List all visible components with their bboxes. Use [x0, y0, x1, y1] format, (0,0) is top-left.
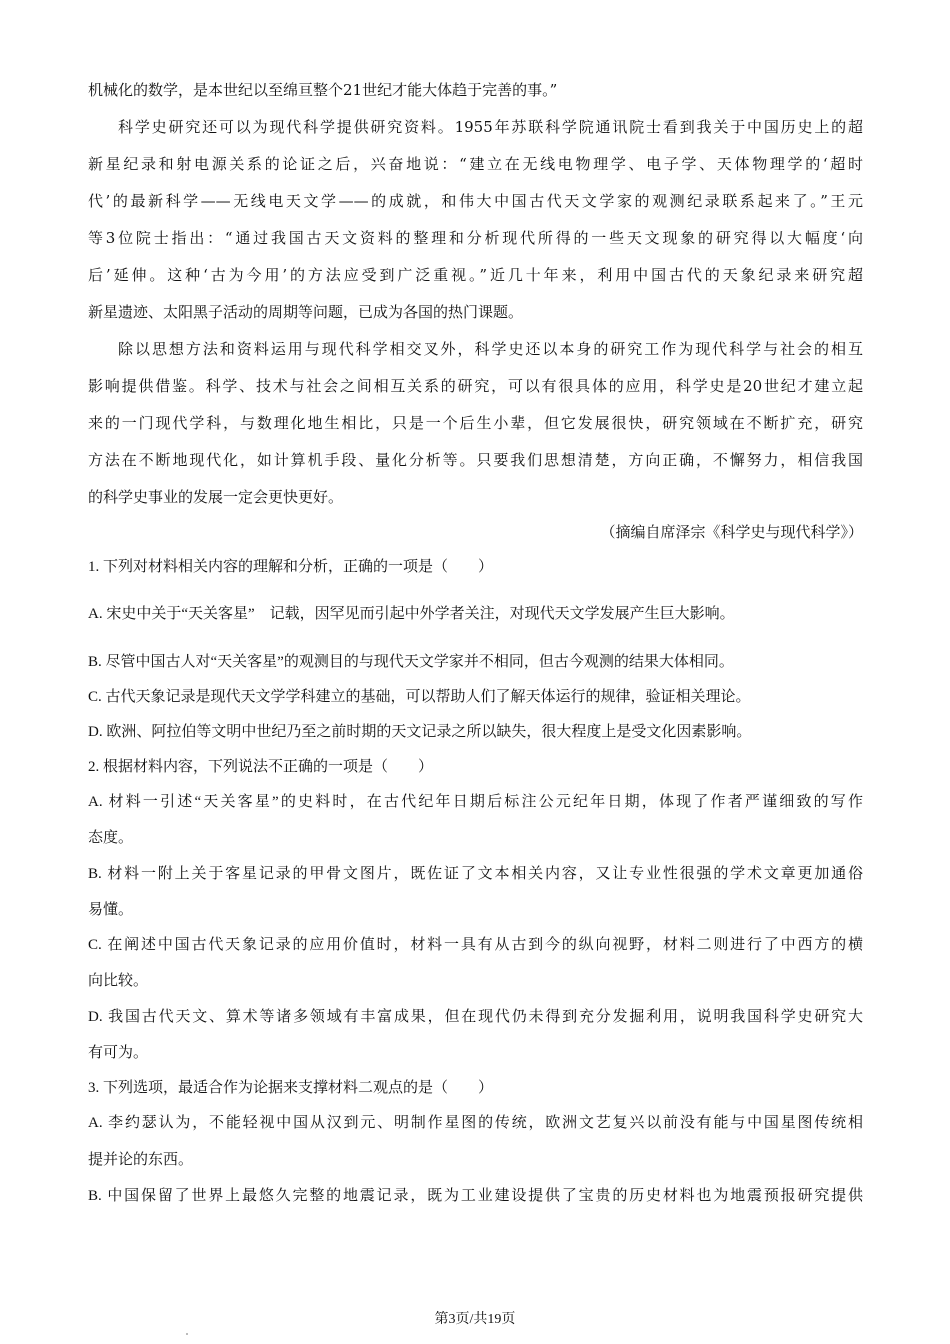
passage-line: 除以思想方法和资料运用与现代科学相交叉外，科学史还以本身的研究工作为现代科学与社会的相互	[118, 340, 863, 358]
question-1-option-b: B. 尽管中国古人对“天关客星”的观测目的与现代天文学家并不相同，但古今观测的结果大体相同。	[88, 654, 734, 670]
question-3-option-a-cont: 提并论的东西。	[88, 1152, 194, 1168]
question-1-stem: 1. 下列对材料相关内容的理解和分析，正确的一项是（ ）	[88, 559, 494, 575]
question-2-stem: 2. 根据材料内容，下列说法不正确的一项是（ ）	[88, 759, 434, 775]
passage-line: 代’的最新科学——无线电天文学——的成就，和伟大中国古代天文学家的观测纪录联系起来了。”王元	[88, 192, 863, 210]
passage-source: （摘编自席泽宗《科学史与现代科学》）	[600, 523, 863, 541]
passage-line: 机械化的数学，是本世纪以至绵亘整个21世纪才能大体趋于完善的事。”	[88, 81, 558, 99]
question-2-option-d: D. 我国古代天文、算术等诸多领域有丰富成果，但在现代仍未得到充分发掘利用，说明我国科学史研究大	[88, 1009, 863, 1025]
passage-line: 新星遗迹、太阳黑子活动的周期等问题，已成为各国的热门课题。	[88, 303, 524, 321]
question-3-option-b: B. 中国保留了世界上最悠久完整的地震记录，既为工业建设提供了宝贵的历史材料也为地震预报研究提供	[88, 1188, 863, 1204]
question-3-option-a: A. 李约瑟认为，不能轻视中国从汉到元、明制作星图的传统，欧洲文艺复兴以前没有能与中国星图传统相	[88, 1115, 863, 1131]
question-2-option-b: B. 材料一附上关于客星记录的甲骨文图片，既佐证了文本相关内容，又让专业性很强的学术文章更加通俗	[88, 866, 863, 882]
question-1-option-c: C. 古代天象记录是现代天文学学科建立的基础，可以帮助人们了解天体运行的规律，验证相关理论。	[88, 689, 751, 705]
passage-line: 等3位院士指出：“通过我国古天文资料的整理和分析现代所得的一些天文现象的研究得以大幅度‘向	[88, 229, 863, 247]
passage-line: 科学史研究还可以为现代科学提供研究资料。1955年苏联科学院通讯院士看到我关于中国历史上的超	[118, 118, 863, 136]
question-1-option-a: A. 宋史中关于“天关客星” 记载，因罕见而引起中外学者关注，对现代天文学发展产生巨大影响。	[88, 606, 735, 622]
question-1-option-d: D. 欧洲、阿拉伯等文明中世纪乃至之前时期的天文记录之所以缺失，很大程度上是受文化因素影响。	[88, 724, 752, 740]
passage-line: 影响提供借鉴。科学、技术与社会之间相互关系的研究，可以有很具体的应用，科学史是20世纪才建立起	[88, 377, 863, 395]
question-2-option-d-cont: 有可为。	[88, 1045, 149, 1061]
passage-line: 的科学史事业的发展一定会更快更好。	[88, 488, 344, 506]
passage-line: 新星纪录和射电源关系的论证之后，兴奋地说：“建立在无线电物理学、电子学、天体物理学的‘超时	[88, 155, 863, 173]
passage-line: 方法在不断地现代化，如计算机手段、量化分析等。只要我们思想清楚，方向正确，不懈努力，相信我国	[88, 451, 863, 469]
question-2-option-a: A. 材料一引述“天关客星”的史料时，在古代纪年日期后标注公元纪年日期，体现了作者严谨细致的写作	[88, 794, 863, 810]
page-number: 第3页/共19页	[434, 1312, 516, 1327]
passage-line: 来的一门现代学科，与数理化地生相比，只是一个后生小辈，但它发展很快，研究领域在不断扩充，研究	[88, 414, 863, 432]
question-2-option-b-cont: 易懂。	[88, 902, 134, 918]
passage-line: 后’延伸。这种‘古为今用’的方法应受到广泛重视。”近几十年来，利用中国古代的天象纪录来研究超	[88, 266, 863, 284]
question-2-option-c: C. 在阐述中国古代天象记录的应用价值时，材料一具有从古到今的纵向视野，材料二则进行了中西方的横	[88, 937, 863, 953]
question-3-stem: 3. 下列选项，最适合作为论据来支撑材料二观点的是（ ）	[88, 1080, 494, 1096]
question-2-option-c-cont: 向比较。	[88, 973, 149, 989]
question-2-option-a-cont: 态度。	[88, 830, 134, 846]
speck-mark	[186, 1333, 188, 1335]
